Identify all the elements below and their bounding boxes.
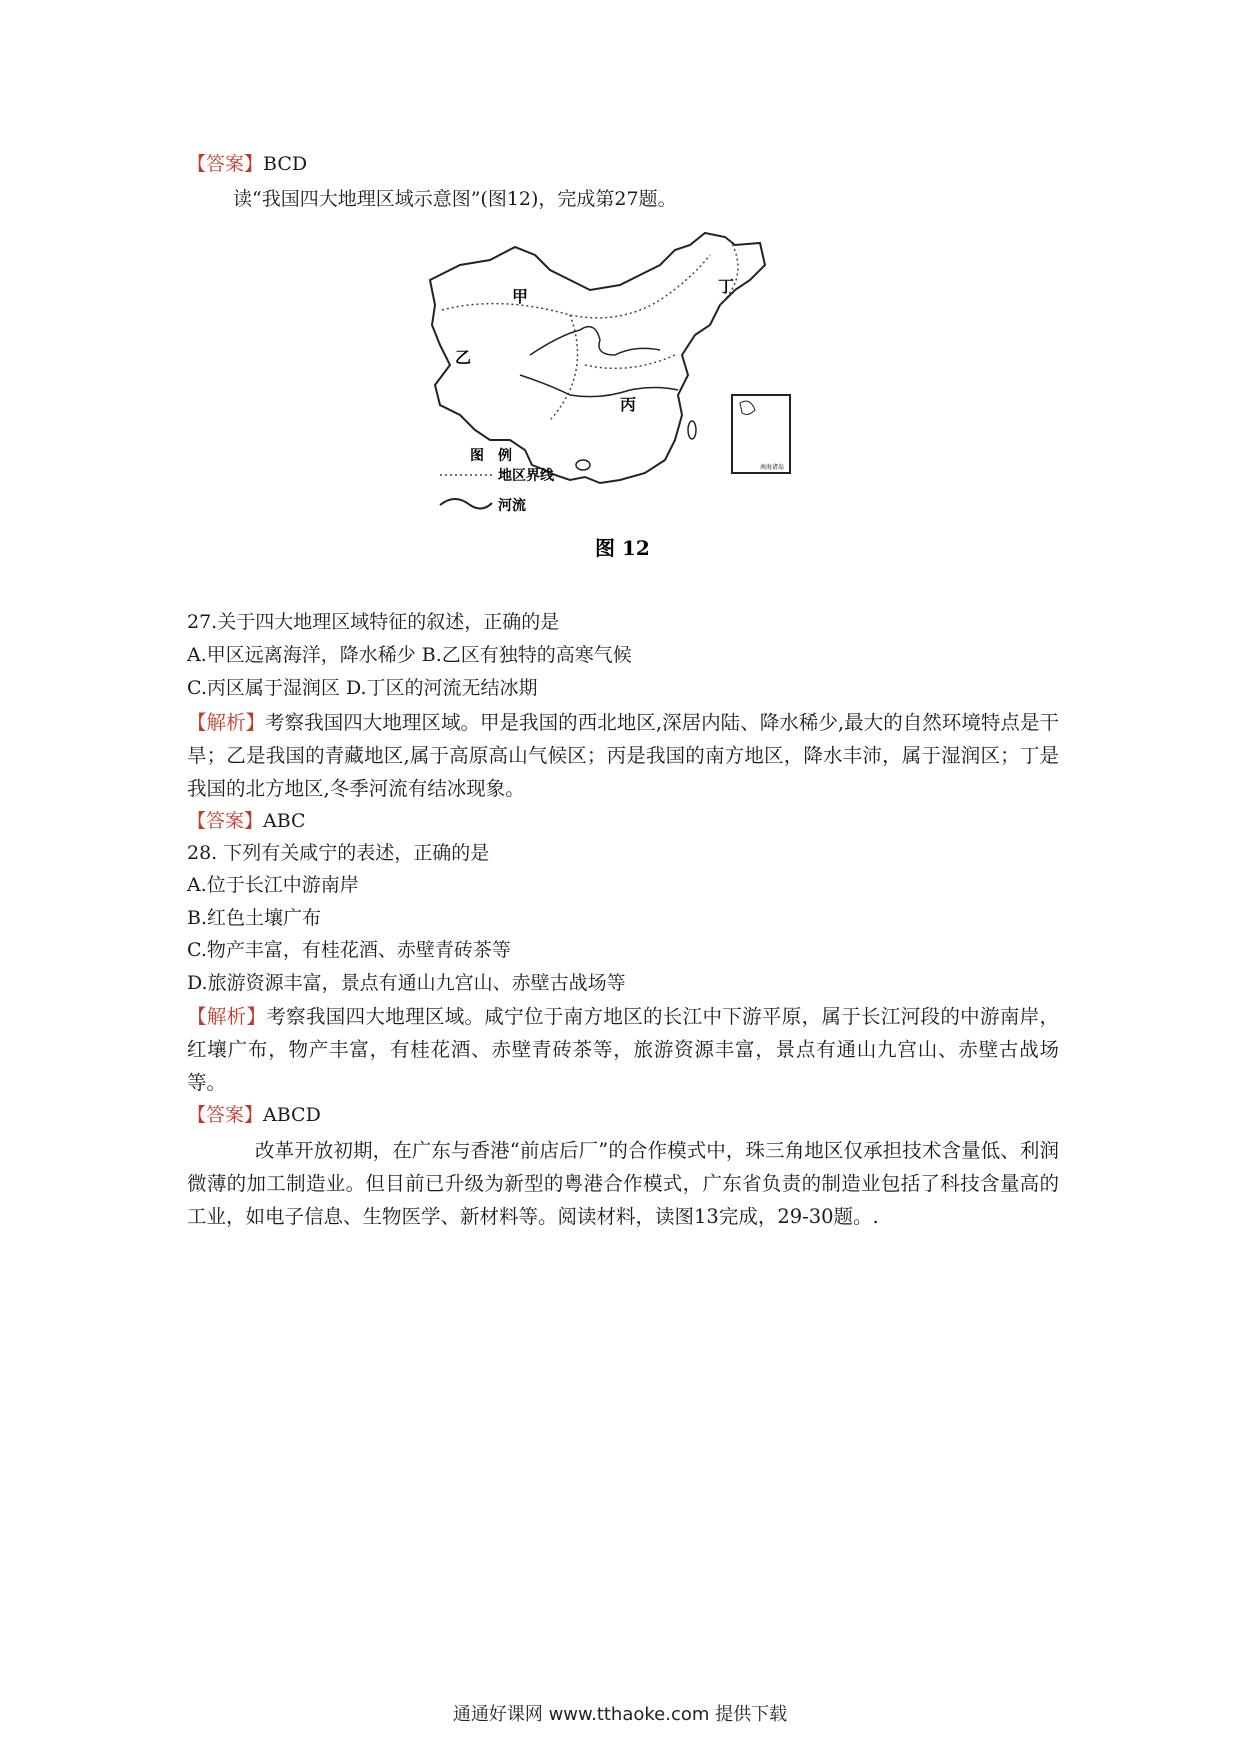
page-footer: 通通好课网 www.tthaoke.com 提供下载 [452, 1704, 788, 1725]
q27-analysis-text: 考察我国四大地理区域。甲是我国的西北地区,深居内陆、降水稀少,最大的自然环境特点是干旱；乙是我国的青藏地区,属于高原高山气候区；丙是我国的南方地区，降水丰沛，属于湿润区；丁是我国的北方地区,冬季河流有结冰现象。 [187, 711, 1059, 800]
taiwan-island [688, 421, 696, 439]
q27-analysis [187, 706, 1059, 805]
legend-river-label: 河流 [498, 498, 526, 514]
q27-answer-line [187, 809, 306, 833]
region-label-bing: 丙 [620, 395, 637, 414]
china-regions-map [420, 225, 860, 595]
region-boundary-1 [442, 255, 710, 318]
q27-intro: 读“我国四大地理区域示意图”(图12)，完成第27题。 [233, 188, 677, 210]
figure-caption: 图 12 [595, 536, 650, 560]
q27-stem: 27.关于四大地理区域特征的叙述，正确的是 [187, 611, 560, 633]
q28-option-d: D.旅游资源丰富，景点有通山九宫山、赤壁古战场等 [187, 972, 626, 994]
hainan-island [576, 460, 590, 470]
inset-label: 南海诸岛 [760, 464, 785, 471]
q28-option-b: B.红色土壤广布 [187, 907, 322, 929]
legend-river-sample [440, 499, 492, 509]
answer-tag: 【答案】 [187, 1104, 264, 1126]
answer-tag: 【答案】 [187, 810, 264, 832]
answer-tag: 【答案】 [187, 153, 264, 175]
q28-analysis-text: 考察我国四大地理区域。咸宁位于南方地区的长江中下游平原，属于长江河段的中游南岸，红壤广布，物产丰富，有桂花酒、赤壁青砖茶等，旅游资源丰富，景点有通山九宫山、赤壁古战场等。 [187, 1005, 1059, 1094]
q28-analysis [187, 1000, 1059, 1099]
q27-options-cd: C.丙区属于湿润区 D.丁区的河流无结冰期 [187, 677, 538, 699]
q28-option-c: C.物产丰富，有桂花酒、赤壁青砖茶等 [187, 939, 511, 961]
legend-title: 图 例 [470, 448, 512, 464]
river-yellow [530, 327, 660, 355]
river-yangtze [520, 375, 678, 397]
region-label-jia: 甲 [512, 287, 529, 306]
q27-options-ab: A.甲区远离海洋，降水稀少 B.乙区有独特的高寒气候 [187, 644, 632, 666]
q28-answer: ABCD [263, 1104, 321, 1126]
analysis-tag: 【解析】 [187, 711, 266, 734]
region-label-yi: 乙 [455, 348, 472, 367]
analysis-tag: 【解析】 [187, 1005, 267, 1028]
region-boundary-3 [585, 355, 675, 368]
q28-answer-line [187, 1103, 321, 1127]
legend-boundary-label: 地区界线 [498, 468, 554, 484]
answer-value: BCD [263, 153, 308, 175]
region-boundary-2 [550, 315, 578, 420]
q28-option-a: A.位于长江中游南岸 [187, 874, 359, 896]
material-paragraph: 改革开放初期，在广东与香港“前店后厂”的合作模式中，珠三角地区仅承担技术含量低、利润微薄的加工制造业。但目前已升级为新型的粤港合作模式，广东省负责的制造业包括了科技含量高的工业，如电子信息、生物医学、新材料等。阅读材料，读图13完成，29-30题。. [187, 1139, 1059, 1228]
region-label-ding: 丁 [718, 277, 735, 296]
answer-prev-line [187, 152, 307, 176]
q28-stem: 28. 下列有关咸宁的表述，正确的是 [187, 842, 490, 864]
q27-answer: ABC [263, 810, 306, 832]
china-outline [430, 233, 765, 483]
